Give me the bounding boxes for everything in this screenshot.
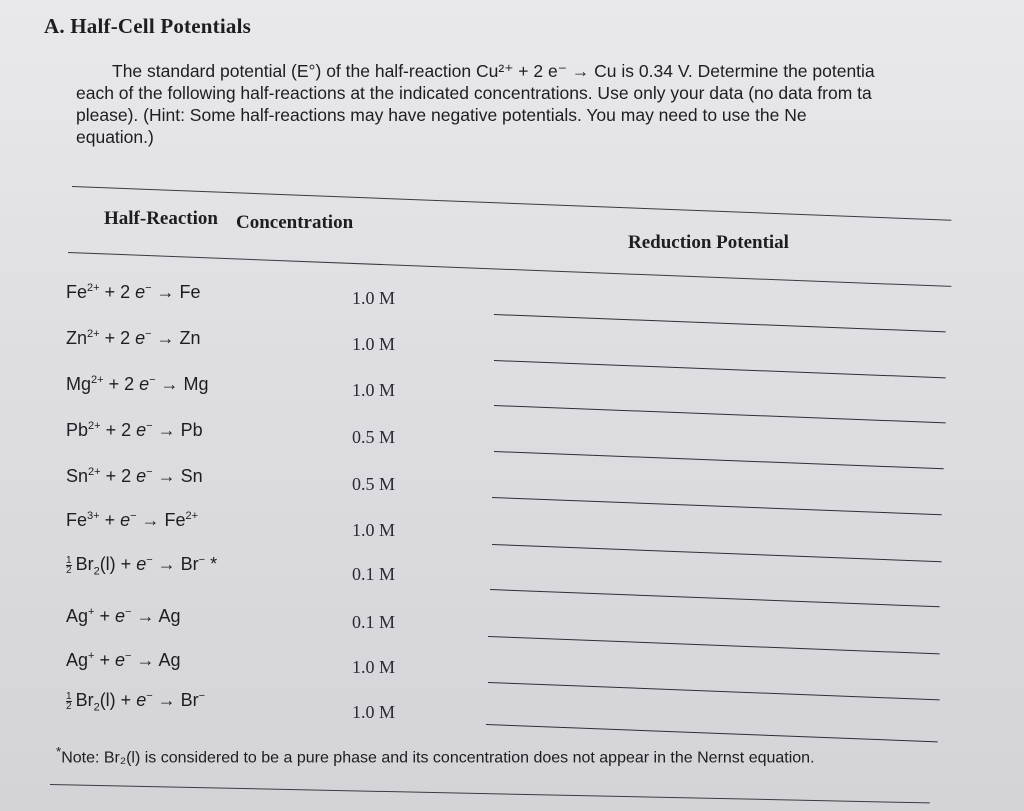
concentration-cell: 1.0 M bbox=[352, 380, 396, 400]
answer-line[interactable] bbox=[494, 360, 946, 378]
footnote-text: Note: Br₂(l) is considered to be a pure phase and its concentration does not appear in the Nernst equation. bbox=[61, 749, 815, 767]
instructions-line-1: The standard potential (E°) of the half-reaction Cu²⁺ + 2 e⁻ → Cu is 0.34 V. Determine the potentia bbox=[112, 61, 875, 81]
answer-line[interactable] bbox=[488, 682, 940, 700]
header-half-reaction: Half-Reaction bbox=[104, 208, 218, 229]
answer-line[interactable] bbox=[494, 405, 946, 423]
half-reaction-ag: Ag+ + e− → Ag bbox=[66, 650, 181, 670]
footer-rule bbox=[50, 784, 930, 803]
answer-line[interactable] bbox=[494, 314, 946, 332]
instructions-line-2: each of the following half-reactions at the indicated concentrations. Use only your data (no data from ta bbox=[76, 83, 872, 103]
answer-line[interactable] bbox=[492, 497, 942, 515]
half-reaction-pb: $Pb^{2+} + 2$ e− → Pb bbox=[66, 420, 203, 440]
half-reaction-zn: $Zn^{2+} + 2$ e− → Zn bbox=[66, 328, 201, 348]
answer-line[interactable] bbox=[490, 589, 940, 607]
concentration-cell: 0.5 M bbox=[352, 474, 396, 494]
half-reaction-fe3: $Fe^{3+} + e^- \to Fe^{2+}$ bbox=[66, 510, 199, 530]
concentration-cell: 1.0 M bbox=[352, 288, 396, 308]
half-reaction-fe: $Fe^{2+} + 2$ e− → Fe bbox=[66, 282, 201, 302]
concentration-cell: 1.0 M bbox=[352, 520, 396, 540]
answer-line[interactable] bbox=[488, 636, 940, 654]
half-reaction-mg: $Mg^{2+} + 2$ e− → Mg bbox=[66, 374, 209, 394]
concentration-cell: 0.5 M bbox=[352, 427, 396, 447]
half-reaction-br2-starred: $\frac{1}{2}$ $Br_2(l) + e^- \to Br^-$ * bbox=[66, 554, 218, 578]
concentration-cell: 0.1 M bbox=[352, 564, 396, 584]
half-reaction-ag: Ag+ + e− → Ag bbox=[66, 606, 181, 626]
answer-line[interactable] bbox=[492, 544, 942, 562]
answer-line[interactable] bbox=[494, 451, 944, 469]
footnote: *Note: Br₂(l) is considered to be a pure phase and its concentration does not appear in the Nernst equation. bbox=[56, 744, 815, 767]
section-title: A. Half-Cell Potentials bbox=[44, 14, 251, 38]
half-reaction-sn: $Sn^{2+} + 2$ e− → Sn bbox=[66, 466, 203, 486]
concentration-cell: 1.0 M bbox=[352, 702, 396, 722]
instructions-line-3: please). (Hint: Some half-reactions may have negative potentials. You may need to use the Ne bbox=[76, 105, 807, 125]
half-reaction-br2: $\frac{1}{2}$ $Br_2(l) + e^- \to Br^-$ bbox=[66, 690, 206, 714]
concentration-cell: 0.1 M bbox=[352, 612, 396, 632]
header-concentration: Concentration bbox=[236, 212, 354, 233]
instructions bbox=[76, 60, 1024, 148]
header-reduction-potential: Reduction Potential bbox=[628, 232, 789, 253]
instructions-line-4: equation.) bbox=[76, 127, 154, 147]
answer-line[interactable] bbox=[486, 724, 938, 742]
concentration-cell: 1.0 M bbox=[352, 334, 396, 354]
concentration-cell: 1.0 M bbox=[352, 657, 396, 677]
